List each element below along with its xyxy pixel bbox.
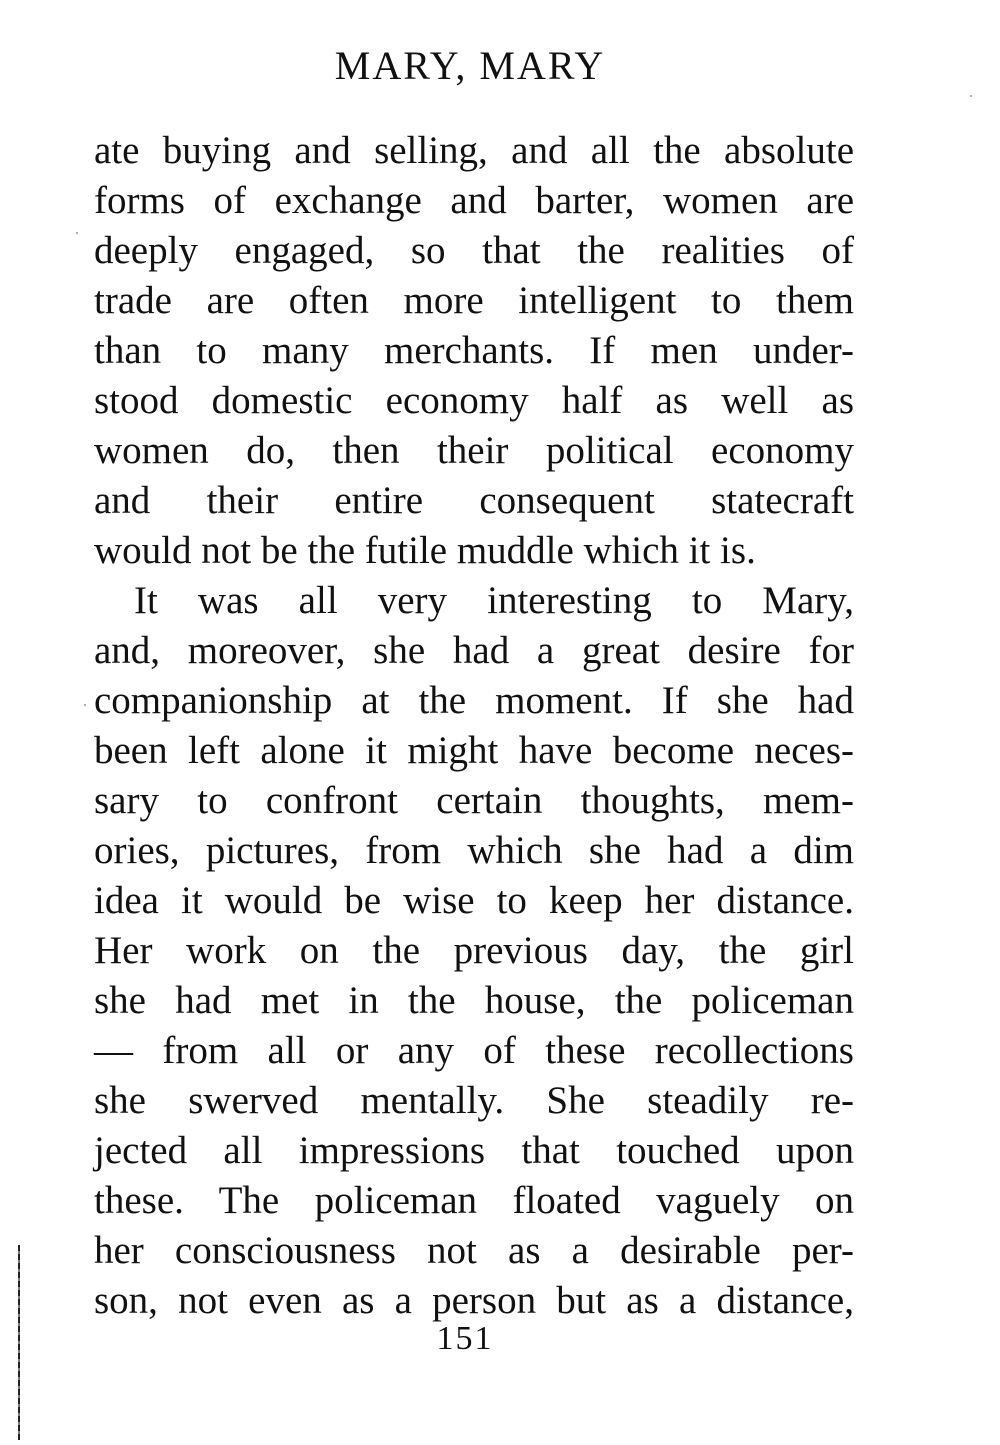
text-line: idea it would be wise to keep her distance. xyxy=(94,879,854,922)
text-line: Her work on the previous day, the girl xyxy=(94,929,854,972)
text-line: companionship at the moment. If she had xyxy=(94,679,854,722)
text-line: sary to confront certain thoughts, mem- xyxy=(94,779,854,822)
text-line: jected all impressions that touched upon xyxy=(94,1129,854,1172)
text-line: and their entire consequent statecraft xyxy=(94,479,854,522)
text-line: son, not even as a person but as a distance, xyxy=(94,1279,854,1322)
scan-speck xyxy=(970,95,972,97)
page-number: 151 xyxy=(436,1320,494,1357)
text-line: women do, then their political economy xyxy=(94,429,854,472)
text-line: than to many merchants. If men under- xyxy=(94,329,854,372)
text-line: been left alone it might have become neces- xyxy=(94,729,854,772)
text-line: she had met in the house, the policeman xyxy=(94,979,854,1022)
text-line: stood domestic economy half as well as xyxy=(94,379,854,422)
scan-speck xyxy=(84,704,86,706)
text-line: she swerved mentally. She steadily re- xyxy=(94,1079,854,1122)
text-line: trade are often more intelligent to them xyxy=(94,279,854,322)
running-head: MARY, MARY xyxy=(334,43,606,88)
text-line: deeply engaged, so that the realities of xyxy=(94,229,854,272)
text-line: and, moreover, she had a great desire for xyxy=(94,629,854,672)
text-line: these. The policeman floated vaguely on xyxy=(94,1179,854,1222)
text-line: her consciousness not as a desirable per- xyxy=(94,1229,854,1272)
text-line: — from all or any of these recollections xyxy=(94,1029,854,1072)
scan-edge-mark xyxy=(18,1245,20,1440)
paragraph-start-line: It was all very interesting to Mary, xyxy=(134,579,854,622)
paragraph-end-line: would not be the futile muddle which it is. xyxy=(94,529,756,572)
text-line: ate buying and selling, and all the absolute xyxy=(94,129,854,172)
scan-speck xyxy=(76,232,78,234)
body-text xyxy=(94,126,854,1326)
text-line: forms of exchange and barter, women are xyxy=(94,179,854,222)
text-line: ories, pictures, from which she had a dim xyxy=(94,829,854,872)
